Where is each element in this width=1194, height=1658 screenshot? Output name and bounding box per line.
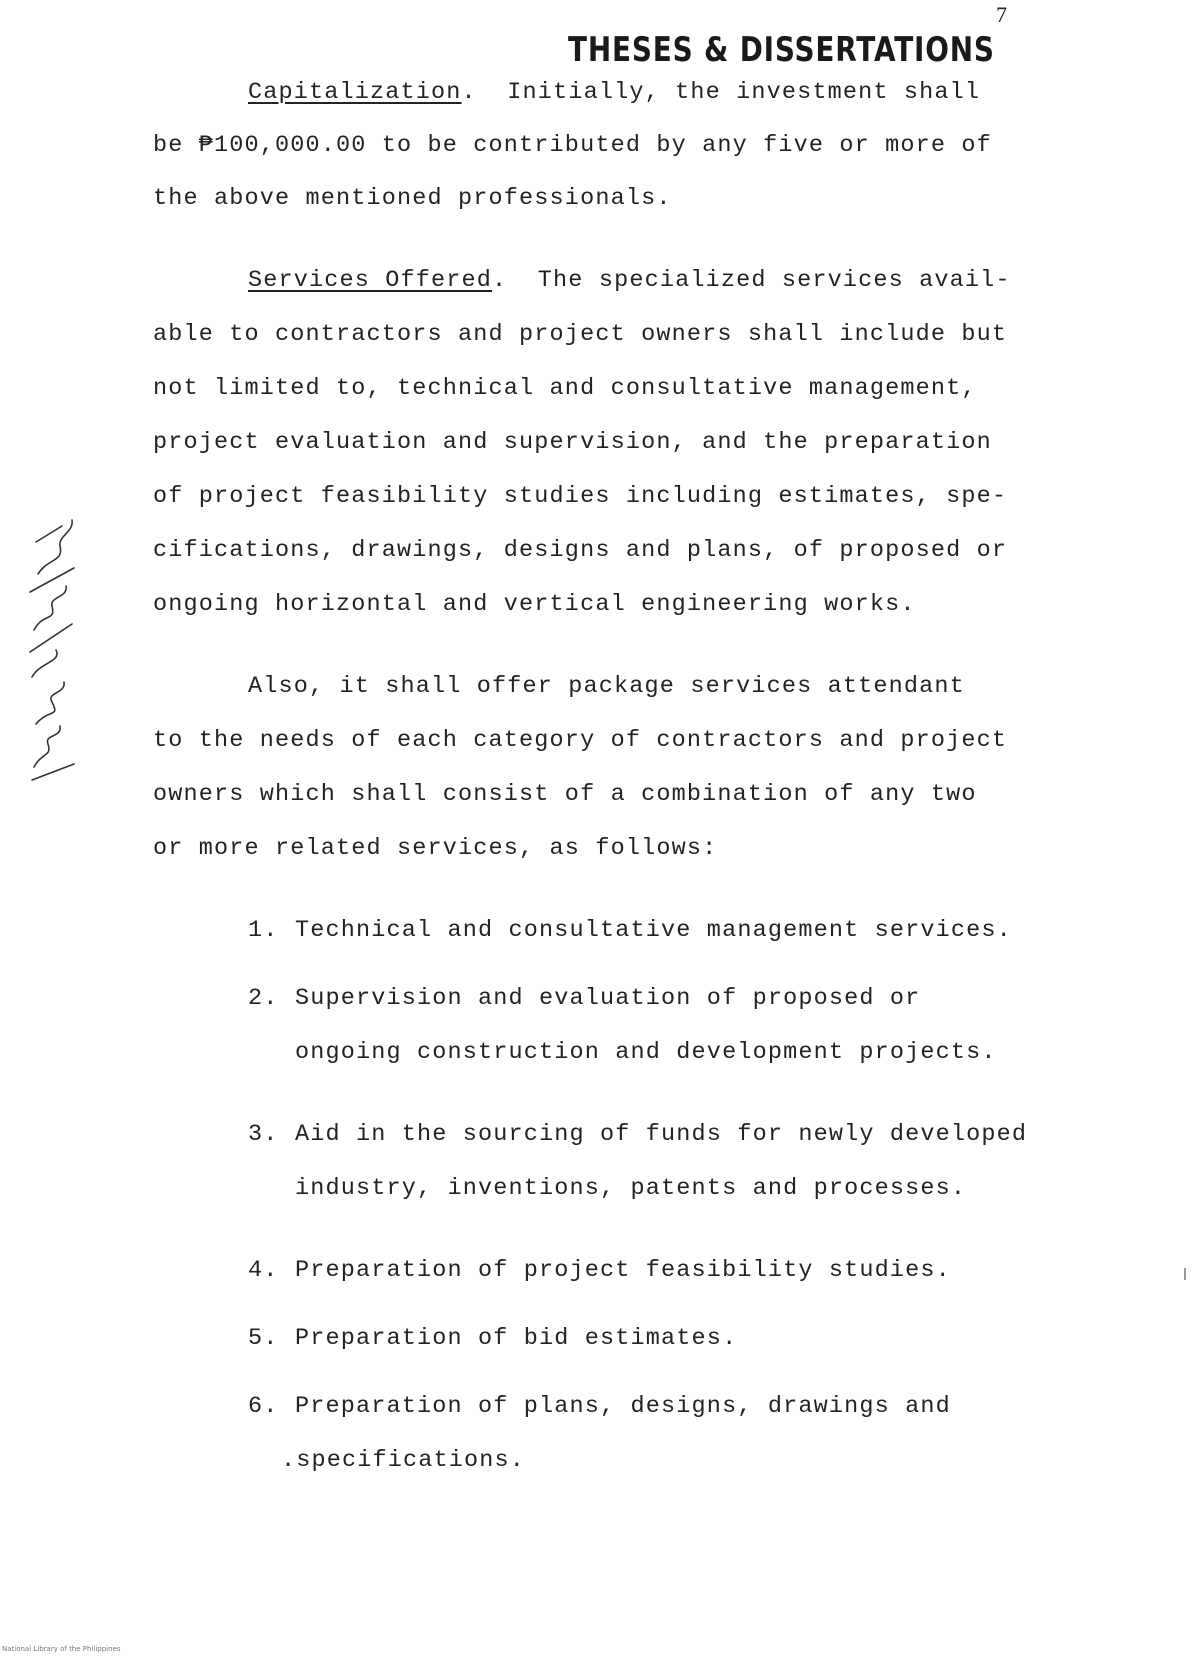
package-line-1: Also, it shall offer package services attendant [248,673,965,700]
services-line-7: ongoing horizontal and vertical engineering works. [153,591,916,618]
list-item-3-number: 3. [248,1121,279,1148]
capitalization-line-1 [248,78,980,108]
capitalization-line-2: be ₱100,000.00 to be contributed by any five or more of [153,132,992,159]
package-line-4: or more related services, as follows: [153,835,718,862]
list-item-2-number: 2. [248,985,279,1012]
list-item-4-number: 4. [248,1257,279,1284]
list-item-5-line-1: Preparation of bid estimates. [295,1325,738,1352]
services-line-2: able to contractors and project owners shall include but [153,321,1008,348]
list-item-2-line-1: Supervision and evaluation of proposed or [295,985,921,1012]
services-offered-heading: Services Offered [248,267,493,294]
theses-dissertations-stamp: THESES & DISSERTATIONS [568,30,995,70]
capitalization-heading: Capitalization [248,79,462,106]
list-item-6-line-1: Preparation of plans, designs, drawings and [295,1393,951,1420]
list-item-6-line-2: .specifications. [281,1447,526,1474]
services-text: . The specialized services avail- [492,267,1011,294]
list-item-5-number: 5. [248,1325,279,1352]
list-item-3-line-1: Aid in the sourcing of funds for newly developed [295,1121,1028,1148]
scan-edge-mark [1184,1268,1186,1280]
list-item-1-number: 1. [248,917,279,944]
services-line-6: cifications, drawings, designs and plans, of proposed or [153,537,1008,564]
package-line-2: to the needs of each category of contractors and project [153,727,1008,754]
list-item-1-line-1: Technical and consultative management services. [295,917,1012,944]
capitalization-text: . Initially, the investment shall [461,79,981,106]
services-line-4: project evaluation and supervision, and the preparation [153,429,992,456]
handwritten-signature-image [22,512,82,792]
page-number: 7 [996,2,1007,27]
services-line-3: not limited to, technical and consultative management, [153,375,977,402]
list-item-4-line-1: Preparation of project feasibility studies. [295,1257,951,1284]
scan-footer: National Library of the Philippines [2,1645,121,1653]
list-item-2-line-2: ongoing construction and development projects. [295,1039,997,1066]
services-line-1 [248,266,1011,296]
list-item-3-line-2: industry, inventions, patents and processes. [295,1175,967,1202]
package-line-3: owners which shall consist of a combination of any two [153,781,977,808]
capitalization-line-3: the above mentioned professionals. [153,185,672,212]
services-line-5: of project feasibility studies including estimates, spe- [153,483,1008,510]
list-item-6-number: 6. [248,1393,279,1420]
